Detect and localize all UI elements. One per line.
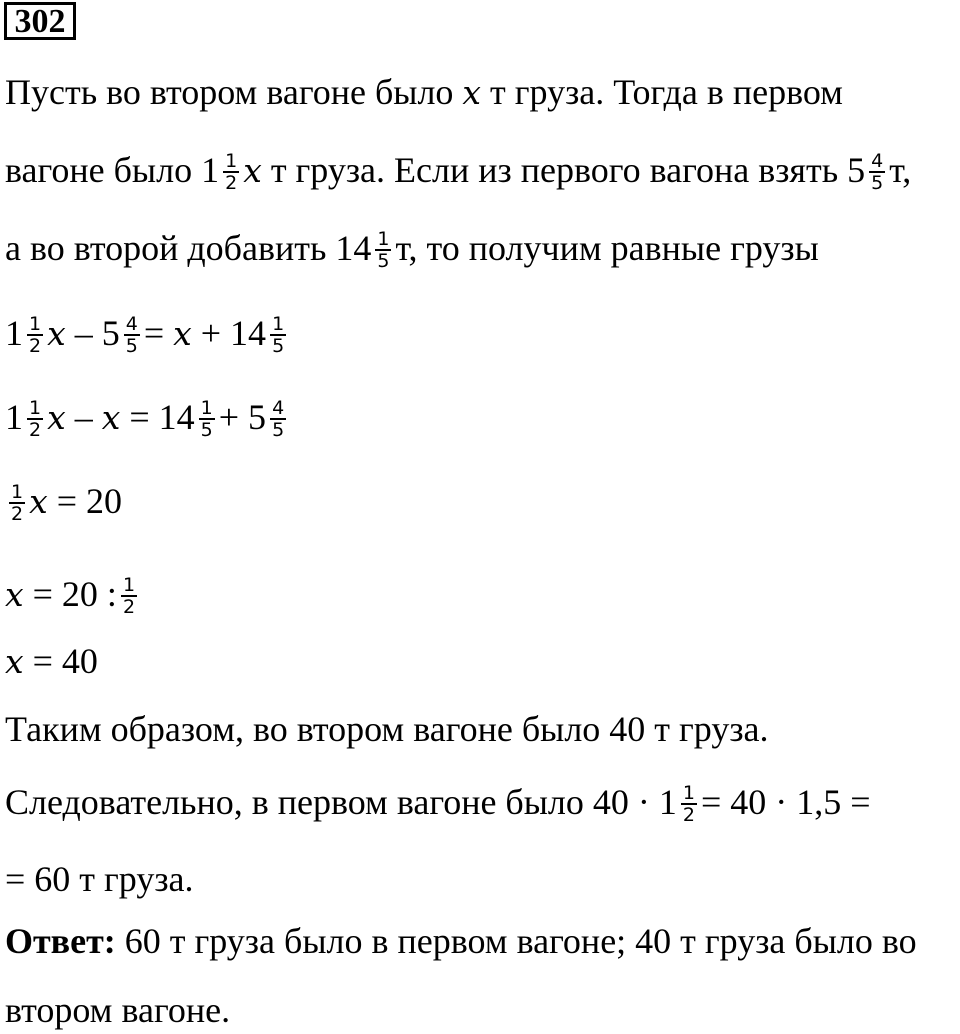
- fraction: [199, 398, 215, 440]
- text-run: = 14: [120, 397, 195, 437]
- fraction-numerator: 1: [272, 312, 285, 335]
- text-run: т груза. Если из первого вагона взять 5: [261, 150, 866, 190]
- text-run: =: [143, 313, 174, 353]
- fraction-denominator: 5: [871, 171, 884, 194]
- text-run: 1: [5, 397, 23, 437]
- solution-line: [5, 72, 843, 116]
- solution-line: [5, 709, 769, 753]
- fraction: [270, 398, 286, 440]
- text-run: Пусть во втором вагоне было: [5, 72, 463, 112]
- solution-line: [5, 782, 871, 826]
- fraction-numerator: 1: [11, 480, 24, 503]
- fraction-denominator: 5: [377, 249, 390, 272]
- fraction: [270, 314, 286, 356]
- fraction: [681, 783, 697, 825]
- answer-label: Ответ:: [5, 921, 116, 961]
- solution-line: [5, 313, 290, 357]
- text-run: т груза. Тогда в первом: [481, 72, 843, 112]
- variable: x: [101, 398, 121, 437]
- fraction-numerator: 1: [200, 396, 213, 419]
- variable: x: [173, 314, 192, 353]
- text-run: = 20: [47, 481, 123, 521]
- fraction: [9, 482, 25, 524]
- fraction-numerator: 4: [871, 149, 884, 172]
- fraction: [124, 314, 140, 356]
- text-run: = 60 т груза.: [5, 859, 194, 899]
- text-run: = 40: [23, 641, 98, 681]
- text-run: т, то получим равные грузы: [395, 228, 819, 268]
- text-run: вагоне было 1: [5, 150, 220, 190]
- fraction-denominator: 5: [200, 418, 213, 441]
- fraction: [27, 314, 43, 356]
- variable: x: [29, 482, 48, 521]
- variable: x: [243, 151, 262, 190]
- fraction-numerator: 1: [29, 312, 42, 335]
- text-run: = 20 :: [23, 574, 117, 614]
- fraction-numerator: 4: [125, 312, 138, 335]
- fraction-numerator: 1: [225, 149, 238, 172]
- text-run: а во второй добавить 14: [5, 228, 372, 268]
- fraction-numerator: 1: [682, 781, 695, 804]
- fraction-denominator: 2: [11, 502, 24, 525]
- fraction: [869, 151, 885, 193]
- fraction-numerator: 4: [272, 396, 285, 419]
- fraction-denominator: 5: [125, 334, 138, 357]
- fraction: [121, 575, 137, 617]
- variable: x: [47, 314, 66, 353]
- solution-line: [5, 990, 230, 1034]
- fraction-denominator: 2: [225, 171, 238, 194]
- variable: x: [5, 575, 24, 614]
- text-run: т,: [889, 150, 912, 190]
- fraction-denominator: 2: [682, 803, 695, 826]
- fraction-denominator: 2: [29, 418, 42, 441]
- fraction-denominator: 2: [29, 334, 42, 357]
- solution-line: [5, 859, 194, 903]
- text-run: + 5: [218, 397, 267, 437]
- solution-line: [5, 228, 819, 272]
- text-run: втором вагоне.: [5, 990, 231, 1030]
- solution-line: [5, 150, 911, 194]
- text-run: Таким образом, во втором вагоне было 40 т груза.: [5, 709, 769, 749]
- fraction: [27, 398, 43, 440]
- fraction: [375, 229, 391, 271]
- text-run: 1: [5, 313, 23, 353]
- fraction-denominator: 2: [122, 595, 136, 618]
- problem-number: 302: [4, 2, 76, 40]
- fraction-numerator: 1: [377, 227, 390, 250]
- fraction-denominator: 5: [272, 418, 285, 441]
- variable: x: [47, 398, 66, 437]
- text-run: = 40 · 1,5 =: [700, 782, 871, 822]
- solution-line: [5, 574, 141, 618]
- solution-line: [5, 397, 290, 441]
- text-run: + 14: [191, 313, 267, 353]
- fraction-numerator: 1: [29, 396, 42, 419]
- text-run: Следовательно, в первом вагоне было 40 · 1: [5, 782, 677, 822]
- text-run: 60 т груза было в первом вагоне; 40 т груза было во: [115, 921, 917, 961]
- solution-line: [5, 481, 122, 525]
- fraction-denominator: 5: [272, 334, 285, 357]
- fraction-numerator: 1: [122, 573, 136, 596]
- variable: x: [5, 642, 24, 681]
- text-run: – 5: [65, 313, 120, 353]
- solution-line: [5, 921, 917, 965]
- solution-line: [5, 641, 98, 685]
- fraction: [223, 151, 239, 193]
- variable: x: [462, 73, 482, 112]
- text-run: –: [65, 397, 102, 437]
